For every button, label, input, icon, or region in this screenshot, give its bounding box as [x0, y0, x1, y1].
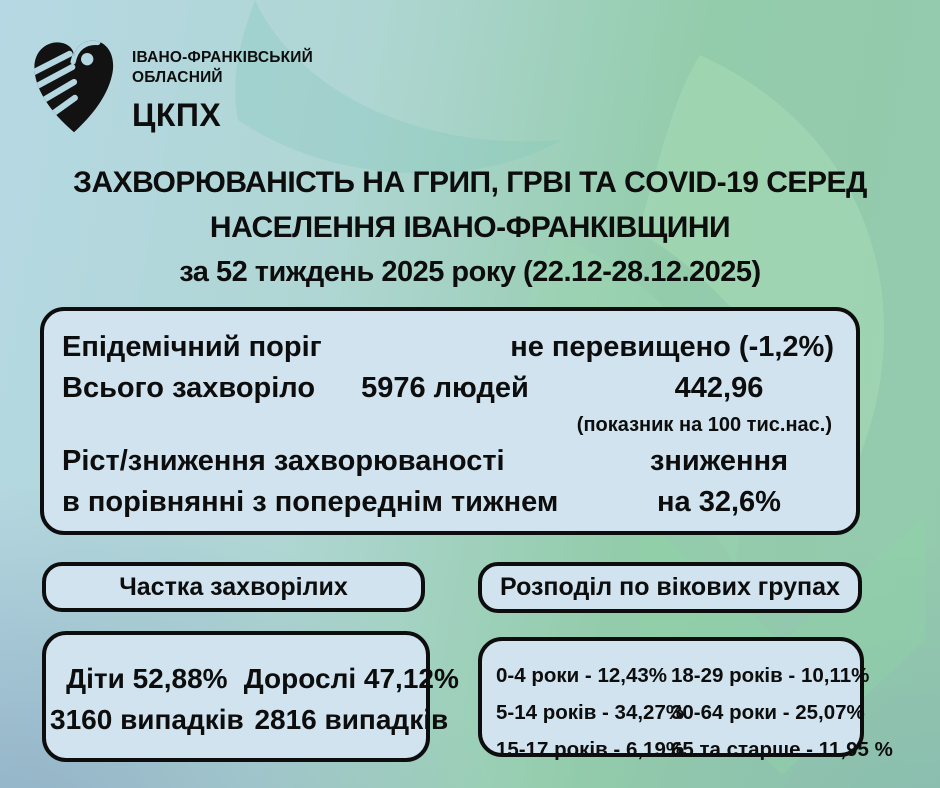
- compare-value: на 32,6%: [657, 486, 781, 518]
- incidence-rate-value: 442,96: [674, 372, 764, 404]
- compare-row: [62, 482, 834, 523]
- age-group-65-plus: 65 та старше - 11,95 %: [671, 738, 893, 761]
- org-abbr: ЦКПХ: [132, 97, 222, 133]
- total-label: Всього захворіло: [62, 372, 316, 404]
- heart-logo-icon: [30, 34, 118, 138]
- poster-title: [0, 160, 940, 295]
- title-line-2: НАСЕЛЕННЯ ІВАНО-ФРАНКІВЩИНИ: [209, 211, 731, 244]
- title-period: за 52 тиждень 2025 року (22.12-28.12.2025): [179, 256, 761, 288]
- age-group-18-29: 18-29 років - 10,11%: [671, 664, 870, 687]
- trend-row: [62, 441, 834, 482]
- age-column-2: [671, 657, 893, 768]
- children-cases: 3160 випадків: [50, 704, 244, 735]
- adults-percent: Дорослі 47,12%: [243, 663, 459, 694]
- age-group-30-64: 30-64 роки - 25,07%: [671, 701, 865, 724]
- share-stats-box: [42, 631, 459, 762]
- rate-note: (показник на 100 тис.нас.): [576, 414, 832, 436]
- title-line-1: ЗАХВОРЮВАНІСТЬ НА ГРИП, ГРВІ ТА COVID-19 СЕРЕД: [73, 166, 867, 199]
- threshold-label: Епідемічний поріг: [62, 331, 322, 363]
- org-header: [30, 34, 313, 138]
- compare-label: в порівнянні з попереднім тижнем: [62, 486, 559, 518]
- summary-box: [40, 307, 860, 535]
- age-stats-box: [478, 637, 893, 761]
- threshold-value: не перевищено (-1,2%): [510, 331, 834, 363]
- adults-cases: 2816 випадків: [254, 704, 449, 735]
- total-cases-row: [62, 368, 834, 409]
- org-name: [132, 34, 313, 134]
- trend-value: зниження: [649, 445, 789, 477]
- threshold-row: [62, 327, 834, 368]
- age-section-header: [478, 562, 862, 613]
- age-group-5-14: 5-14 років - 34,27%: [496, 701, 685, 724]
- trend-label: Ріст/зниження захворюваності: [62, 445, 505, 477]
- age-header-label: Розподіл по вікових групах: [500, 573, 840, 601]
- share-header-label: Частка захворілих: [119, 572, 348, 601]
- org-name-line1: ІВАНО-ФРАНКІВСЬКИЙ: [132, 49, 313, 66]
- share-section-header: [42, 562, 425, 612]
- age-group-15-17: 15-17 років - 6,19%: [496, 738, 685, 761]
- org-name-line2: ОБЛАСНИЙ: [132, 69, 223, 86]
- children-percent: Діти 52,88%: [66, 663, 228, 694]
- age-column-1: [496, 657, 685, 768]
- age-group-0-4: 0-4 роки - 12,43%: [496, 664, 667, 687]
- total-cases-value: 5976 людей: [361, 372, 529, 404]
